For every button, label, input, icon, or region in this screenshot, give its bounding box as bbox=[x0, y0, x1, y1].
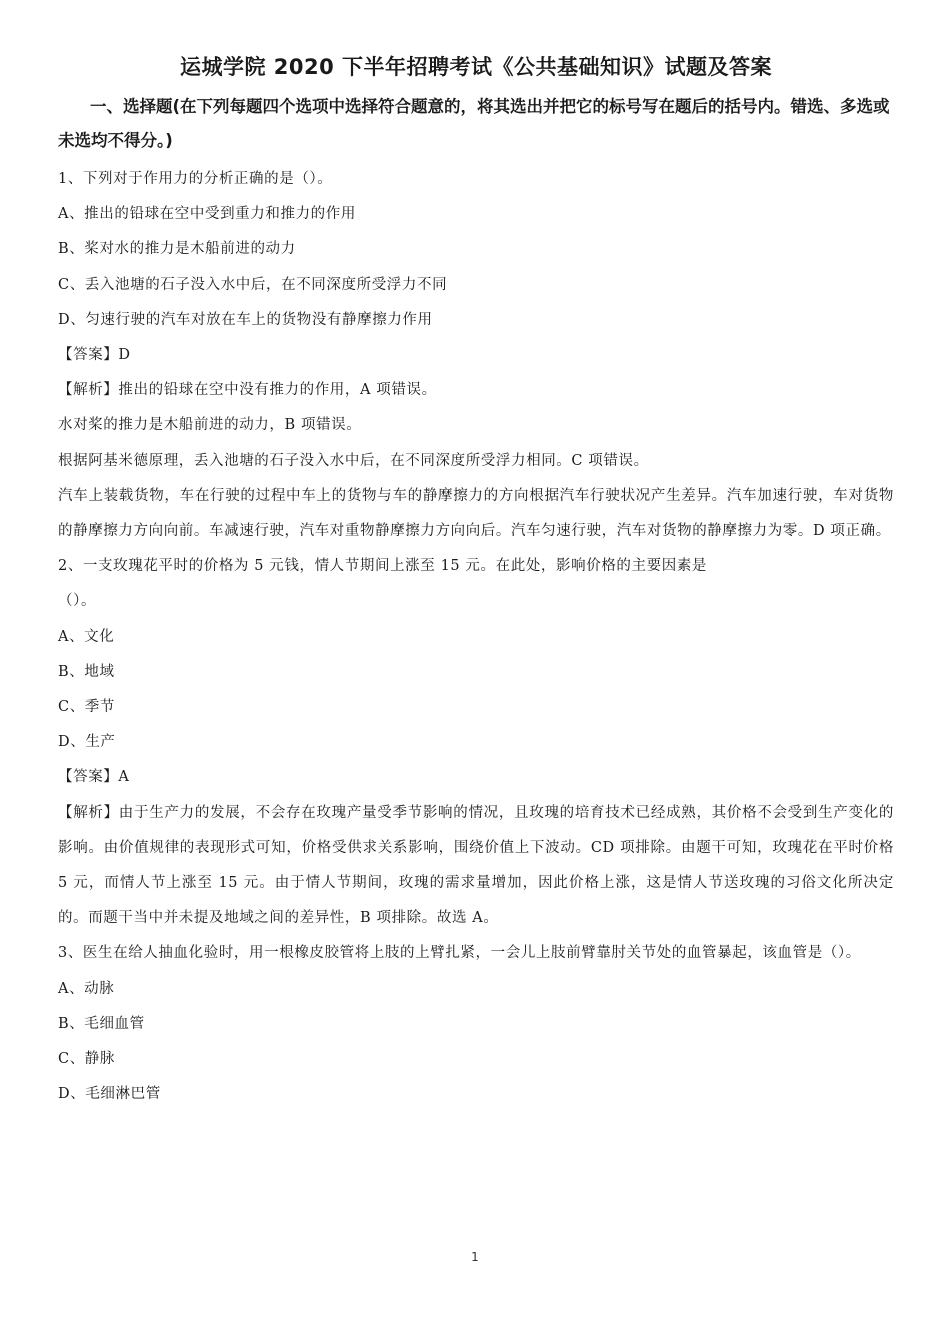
analysis-line: 根据阿基米德原理，丢入池塘的石子没入水中后，在不同深度所受浮力相同。C 项错误。 bbox=[58, 452, 649, 469]
answer: 【答案】D bbox=[58, 347, 131, 364]
option-a: A、动脉 bbox=[58, 980, 115, 997]
analysis-paragraph: 【解析】由于生产力的发展，不会存在玫瑰产量受季节影响的情况，且玫瑰的培育技术已经成熟，其价格不会受到生产变化的影响。由价值规律的表现形式可知，价格受供求关系影响，围绕价值上下波动。CD 项排除。由题干可知，玫瑰花在平时价格 5 元，而情人节上涨至 15 元。由于情人节期间，玫瑰的需求量增加，因此价格上涨，这是情人节送玫瑰的习俗文化所决定的。而题干当中并未提及地域之间的差异性，B 项排除。故选 A。 bbox=[58, 804, 894, 927]
option-c: C、季节 bbox=[58, 699, 115, 716]
section-heading: 一、选择题(在下列每题四个选项中选择符合题意的，将其选出并把它的标号写在题后的括号内。错选、多选或未选均不得分。) bbox=[58, 97, 890, 150]
question-stem-continued: （）。 bbox=[58, 593, 97, 610]
option-b: B、桨对水的推力是木船前进的动力 bbox=[58, 241, 296, 258]
answer: 【答案】A bbox=[58, 769, 130, 786]
question-3 bbox=[58, 936, 894, 1112]
page-title: 运城学院 2020 下半年招聘考试《公共基础知识》试题及答案 bbox=[179, 55, 773, 79]
page-number: 1 bbox=[471, 1250, 479, 1264]
option-b: B、地域 bbox=[58, 663, 115, 680]
option-c: C、丢入池塘的石子没入水中后，在不同深度所受浮力不同 bbox=[58, 276, 448, 293]
analysis-paragraph: 汽车上装载货物，车在行驶的过程中车上的货物与车的静摩擦力的方向根据汽车行驶状况产生差异。汽车加速行驶，车对货物的静摩擦力方向向前。车减速行驶，汽车对重物静摩擦力方向向后。汽车匀速行驶，汽车对货物的静摩擦力为零。D 项正确。 bbox=[58, 487, 894, 540]
question-stem: 1、下列对于作用力的分析正确的是（）。 bbox=[58, 171, 333, 187]
question-stem: 3、医生在给人抽血化验时，用一根橡皮胶管将上肢的上臂扎紧，一会儿上肢前臂靠肘关节处的血管暴起，该血管是（）。 bbox=[58, 945, 861, 962]
question-stem: 2、一支玫瑰花平时的价格为 5 元钱，情人节期间上涨至 15 元。在此处，影响价格的主要因素是 bbox=[58, 558, 708, 575]
option-d: D、生产 bbox=[58, 734, 116, 751]
option-b: B、毛细血管 bbox=[58, 1015, 145, 1032]
question-2 bbox=[58, 549, 894, 936]
analysis-line: 【解析】推出的铅球在空中没有推力的作用，A 项错误。 bbox=[58, 382, 437, 399]
analysis-line: 水对桨的推力是木船前进的动力，B 项错误。 bbox=[58, 417, 362, 434]
option-c: C、静脉 bbox=[58, 1051, 115, 1068]
option-d: D、毛细淋巴管 bbox=[58, 1086, 161, 1103]
option-d: D、匀速行驶的汽车对放在车上的货物没有静摩擦力作用 bbox=[58, 311, 433, 328]
question-1 bbox=[58, 162, 894, 549]
option-a: A、文化 bbox=[58, 628, 115, 645]
option-a: A、推出的铅球在空中受到重力和推力的作用 bbox=[58, 206, 356, 223]
